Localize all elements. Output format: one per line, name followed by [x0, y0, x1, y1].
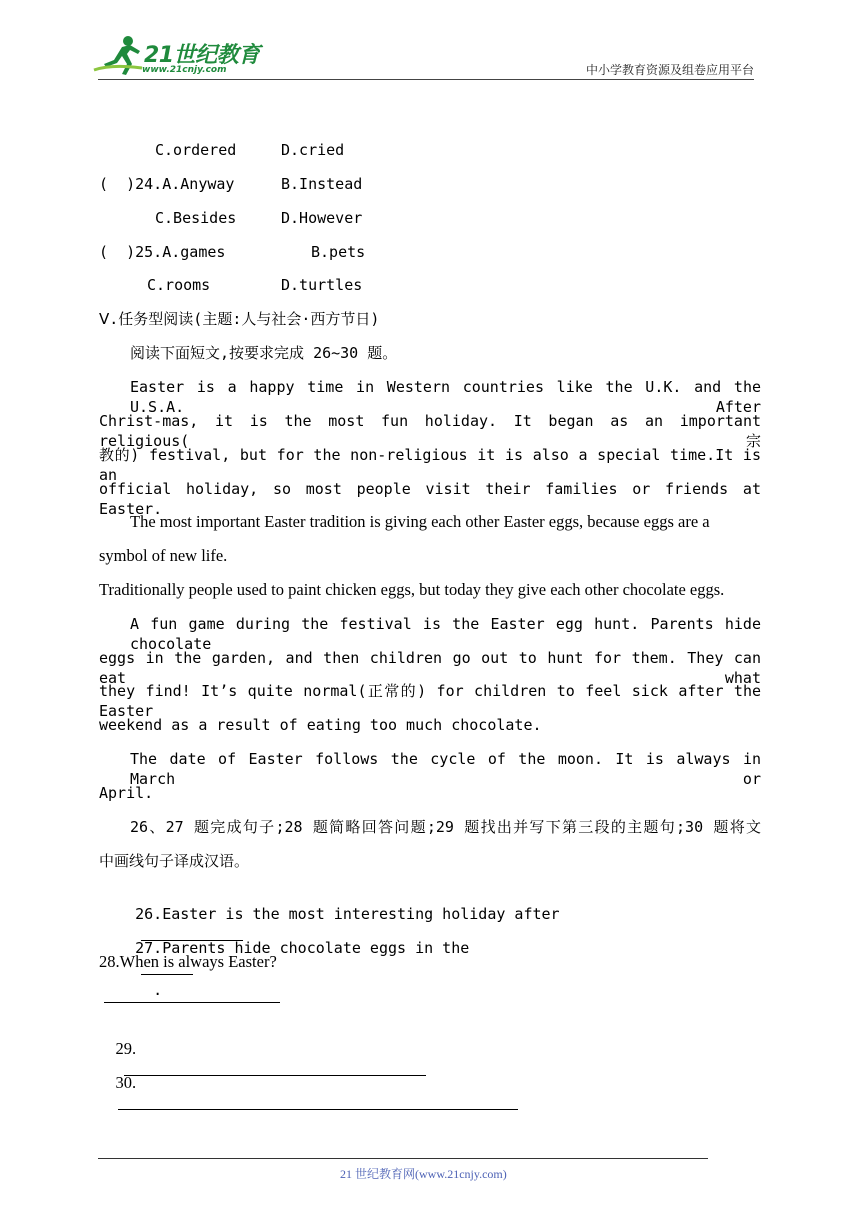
footer-divider — [98, 1158, 708, 1159]
option-25-c: C.rooms — [147, 276, 211, 294]
passage-line: Easter is a happy time in Western countries like the U.K. and the U.S.A. After — [130, 378, 761, 416]
logo-url: www.21cnjy.com — [142, 65, 227, 75]
answer-blank-30[interactable] — [118, 1093, 518, 1110]
question-25: ( )25.A.games — [99, 243, 226, 261]
passage-line-underlined: Traditionally people used to paint chicken eggs, but today they give each other chocolate eggs. — [99, 580, 725, 599]
passage-line: eggs in the garden, and then children go out to hunt for them. They can eat what — [99, 649, 761, 687]
footer-text: 21 世纪教育网(www.21cnjy.com) — [340, 1167, 507, 1181]
answer-blank-28[interactable] — [104, 986, 280, 1003]
task-instruction: 中画线句子译成汉语。 — [99, 852, 250, 870]
option-24-c: C.Besides — [155, 209, 237, 227]
logo-text: 21世纪教育 — [144, 43, 260, 68]
option-24-d: D.However — [281, 209, 363, 227]
question-26-text: 26.Easter is the most interesting holiday after — [135, 905, 560, 923]
passage-line: they find! It’s quite normal(正常的) for children to feel sick after the Easter — [99, 682, 761, 720]
passage-line: weekend as a result of eating too much chocolate. — [99, 716, 542, 734]
question-24: ( )24.A.Anyway — [99, 175, 235, 193]
passage-line: The date of Easter follows the cycle of the moon. It is always in March or — [130, 750, 761, 788]
option-23-d: D.cried — [281, 141, 345, 159]
passage-line: The most important Easter tradition is giving each other Easter eggs, because eggs are a — [130, 512, 710, 531]
passage-line: symbol of new life. — [99, 546, 228, 565]
task-instruction: 26、27 题完成句子;28 题简略回答问题;29 题找出并写下第三段的主题句;30 题将文 — [130, 818, 761, 836]
section-instruction: 阅读下面短文,按要求完成 26~30 题。 — [130, 344, 398, 362]
option-25-d: D.turtles — [281, 276, 363, 294]
passage-line: official holiday, so most people visit their families or friends at Easter. — [99, 480, 761, 518]
passage-line: 教的) festival, but for the non-religious it is also a special time.It is an — [99, 446, 761, 484]
option-25-b: B.pets — [311, 243, 366, 261]
runner-icon — [92, 34, 146, 78]
platform-name: 中小学教育资源及组卷应用平台 — [585, 63, 754, 77]
option-24-b: B.Instead — [281, 175, 363, 193]
passage-line: April. — [99, 784, 154, 802]
question-30-label: 30. — [115, 1073, 137, 1092]
option-23-c: C.ordered — [155, 141, 237, 159]
question-28: 28.When is always Easter? — [99, 952, 277, 971]
question-30 — [99, 1053, 518, 1135]
header-divider — [98, 79, 754, 80]
passage-line: Christ-mas, it is the most fun holiday. It began as an important religious(宗 — [99, 412, 761, 450]
section-title: Ⅴ.任务型阅读(主题:人与社会·西方节日) — [99, 310, 380, 328]
passage-line: A fun game during the festival is the Easter egg hunt. Parents hide chocolate — [130, 615, 761, 653]
logo — [92, 34, 262, 78]
question-27-period: . — [135, 981, 163, 999]
question-29-label: 29. — [115, 1039, 137, 1058]
question-27-text: 27.Parents hide chocolate eggs in the — [135, 939, 470, 957]
